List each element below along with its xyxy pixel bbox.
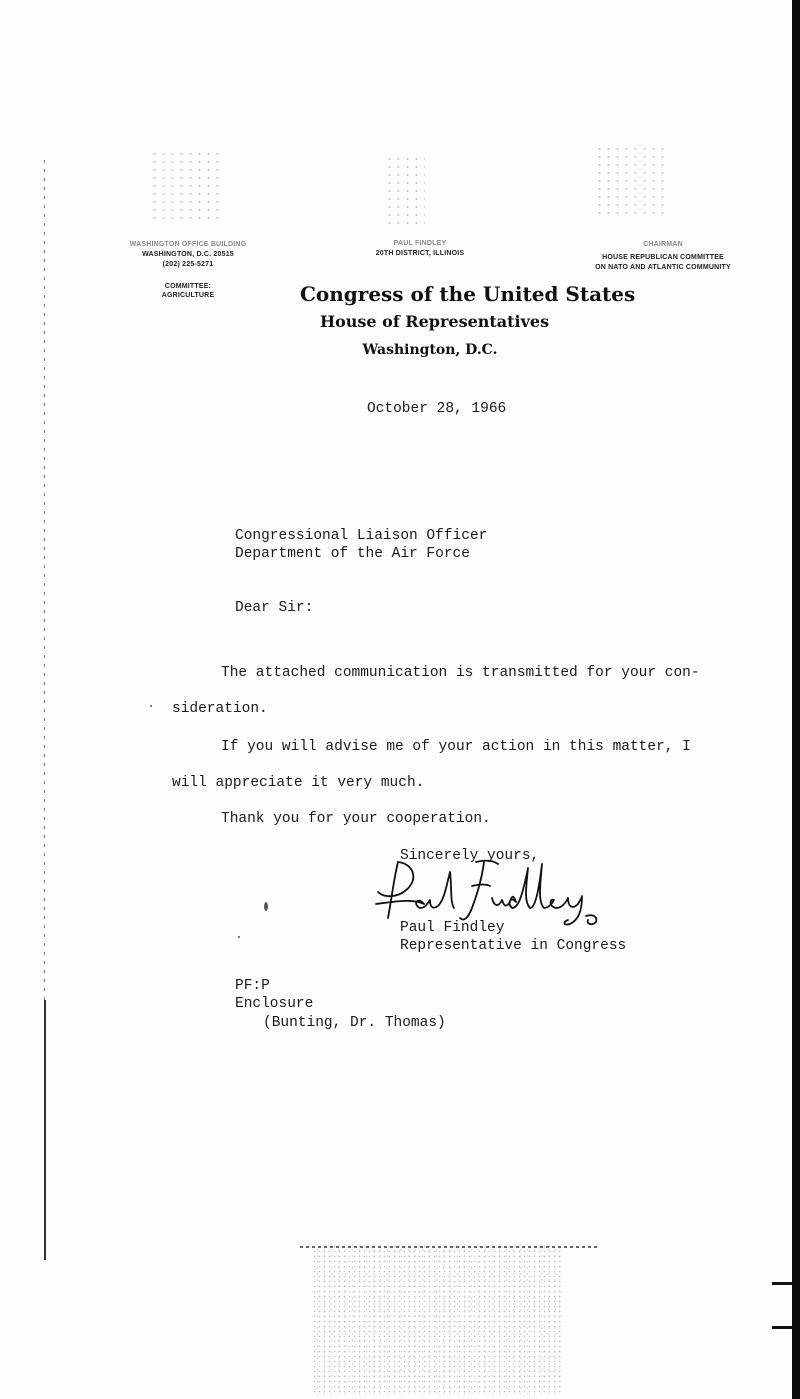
letterhead-committee: AGRICULTURE [161,292,215,299]
ink-speck [264,902,268,911]
enclosure-label: Enclosure [235,996,314,1012]
ink-speck [150,705,152,707]
recipient-line1: Congressional Liaison Officer [235,528,488,544]
scan-left-margin-rule-dark [44,1000,46,1260]
masthead-city: Washington, D.C. [362,342,498,358]
faded-crest-center [385,155,425,225]
masthead-congress: Congress of the United States [300,282,636,306]
letterhead-address: WASHINGTON, D.C. 20515 [142,251,234,258]
salutation: Dear Sir: [235,600,314,616]
scan-edge-mark [772,1326,792,1329]
signature-stroke [388,862,398,918]
letterhead-right-committee-line2: ON NATO AND ATLANTIC COMMUNITY [595,264,731,271]
paragraph2-line2: will appreciate it very much. [172,775,425,791]
faded-crest-right [595,145,665,215]
signature-stroke [476,861,498,864]
signature-stroke [460,862,484,920]
masthead-house: House of Representatives [320,312,550,331]
signature-stroke [492,864,582,925]
closing: Sincerely yours, [400,848,540,864]
letterhead-committee-heading: COMMITTEE: [164,283,212,290]
paragraph1-line2: sideration. [172,701,268,717]
recipient-line2: Department of the Air Force [235,546,470,562]
signature-stroke [378,862,413,896]
paragraph1-line1: The attached communication is transmitted for your con- [221,665,700,681]
scan-right-border [792,0,800,1399]
signature-stroke [586,915,596,924]
ink-speck [238,936,240,938]
letterhead-left-faded-line: WASHINGTON OFFICE BUILDING [129,241,247,248]
enclosure-detail: (Bunting, Dr. Thomas) [263,1015,446,1031]
typist-initials: PF:P [235,978,270,994]
letterhead-district: 20TH DISTRICT, ILLINOIS [375,250,465,257]
scan-edge-mark [772,1282,792,1285]
paragraph2-line1: If you will advise me of your action in this matter, I [221,739,691,755]
letterhead-right-committee-line1: HOUSE REPUBLICAN COMMITTEE [602,254,724,261]
letter-date: October 28, 1966 [367,401,507,417]
faded-crest-left [150,150,220,220]
signature-stroke [376,872,454,908]
signature-stroke [472,885,490,887]
signer-title: Representative in Congress [400,938,627,954]
letterhead-right-title: CHAIRMAN [643,241,683,248]
scan-noise-line [300,1246,600,1248]
letterhead-phone: (202) 225-5271 [162,261,214,268]
letterhead-center-faded-name: PAUL FINDLEY [393,240,447,247]
signer-name: Paul Findley [400,920,505,936]
scan-noise-band [312,1244,562,1394]
paragraph3: Thank you for your cooperation. [221,811,491,827]
